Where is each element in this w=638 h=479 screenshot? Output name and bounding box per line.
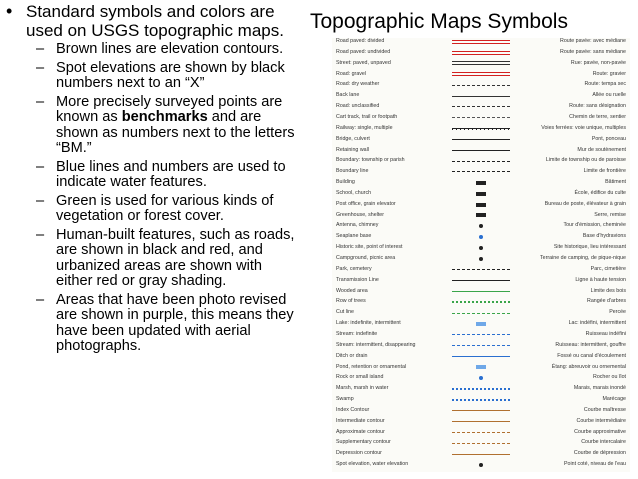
- legend-label-en: Railway: single, multiple: [336, 124, 393, 131]
- legend-label-en: Stream: intermittent, disappearing: [336, 341, 416, 348]
- legend-label-fr: Fossé ou canal d'écoulement: [557, 352, 626, 359]
- legend-label-en: Boundary: township or parish: [336, 157, 405, 164]
- sub-bullet-item: [36, 42, 302, 58]
- legend-label-fr: Route pavée: sans médiane: [560, 48, 626, 55]
- legend-label-fr: Parc, cimetière: [590, 265, 626, 272]
- sub-bullet-text: [56, 228, 302, 290]
- sub-bullet-list: [36, 42, 302, 355]
- sub-bullet-item: [36, 95, 302, 157]
- legend-row: [332, 450, 630, 458]
- legend-row: [332, 298, 630, 306]
- legend-label-fr: Rangée d'arbres: [587, 298, 626, 305]
- sub-bullet-item: [36, 194, 302, 225]
- legend-label-en: Pond, retention or ornamental: [336, 363, 407, 370]
- legend-label-fr: Route pavée: avec médiane: [560, 38, 626, 44]
- legend-symbol-icon: [450, 419, 512, 425]
- legend-label-fr: Limite de frontière: [583, 168, 626, 175]
- legend-label-en: Boundary line: [336, 168, 369, 175]
- legend-label-fr: Bâtiment: [605, 179, 626, 186]
- legend-label-fr: Allée ou ruelle: [592, 92, 626, 99]
- sub-bullet-text-part: and are shown as numbers next to the letters “BM.”: [56, 109, 295, 156]
- legend-symbol-icon: [450, 408, 512, 414]
- legend-symbol-icon: [450, 278, 512, 284]
- legend-label-en: Cut line: [336, 309, 354, 316]
- legend-label-en: Row of trees: [336, 298, 366, 305]
- legend-symbol-icon: [450, 310, 512, 316]
- legend-row: [332, 60, 630, 68]
- sub-bullet-text: [56, 194, 302, 225]
- dash-marker: –: [36, 59, 45, 76]
- legend-label-fr: Voies ferrées: voie unique, multiples: [541, 124, 626, 131]
- legend-label-en: Campground, picnic area: [336, 255, 396, 261]
- legend-row: [332, 288, 630, 296]
- legend-label-en: Seaplane base: [336, 233, 372, 240]
- legend-symbol-icon: [450, 148, 512, 154]
- legend-symbol-icon: [450, 180, 512, 186]
- legend-symbol-icon: [450, 202, 512, 208]
- legend-label-fr: Courbe intermédiaire: [576, 417, 626, 424]
- legend-label-en: Road paved: undivided: [336, 48, 391, 55]
- left-text-panel: [6, 2, 302, 358]
- dash-marker: –: [36, 93, 45, 110]
- legend-label-fr: Courbe de dépression: [573, 450, 626, 457]
- legend-row: [332, 418, 630, 426]
- legend-label-en: Road: dry weather: [336, 81, 380, 88]
- dash-marker: –: [36, 192, 45, 209]
- legend-row: [332, 201, 630, 209]
- legend-symbol-icon: [450, 321, 512, 327]
- legend-label-en: Road paved: divided: [336, 38, 385, 44]
- sub-bullet-item: [36, 160, 302, 191]
- legend-label-en: Intermediate contour: [336, 417, 385, 424]
- legend-label-en: Bridge, culvert: [336, 135, 370, 142]
- legend-label-fr: Tour d'émission, cheminée: [563, 222, 626, 229]
- legend-label-fr: Courbe approximative: [574, 428, 626, 435]
- legend-label-fr: Route: gravier: [592, 70, 626, 77]
- dash-marker: –: [36, 291, 45, 308]
- bullet-dot: •: [6, 1, 13, 21]
- legend-label-en: Stream: indefinite: [336, 330, 378, 337]
- legend-label-fr: Marécage: [602, 396, 626, 403]
- legend-row: [332, 374, 630, 382]
- legend-label-fr: Lac: indéfini, intermittent: [568, 320, 626, 327]
- legend-symbol-icon: [450, 332, 512, 338]
- legend-row: [332, 396, 630, 404]
- legend-label-fr: Bureau de poste, élévateur à grain: [544, 200, 626, 207]
- legend-label-en: Antenna, chimney: [336, 222, 379, 229]
- legend-symbol-icon: [450, 397, 512, 403]
- sub-bullet-text-part: Spot elevations are shown by black numbers next to an “X”: [56, 59, 285, 91]
- legend-label-fr: Point coté, niveau de l'eau: [564, 461, 626, 468]
- legend-label-fr: Limite de township ou de paroisse: [545, 157, 626, 164]
- legend-label-en: Post office, grain elevator: [336, 200, 396, 207]
- legend-label-fr: Ruisseau indéfini: [585, 330, 626, 337]
- legend-row: [332, 407, 630, 415]
- legend-symbol-icon: [450, 126, 512, 132]
- legend-row: [332, 136, 630, 144]
- legend-label-en: Building: [336, 179, 355, 186]
- legend-label-fr: Ruisseau: intermittent, gouffre: [555, 341, 626, 348]
- legend-symbol-icon: [450, 289, 512, 295]
- legend-symbol-icon: [450, 82, 512, 88]
- legend-symbol-icon: [450, 115, 512, 121]
- legend-label-en: Wooded area: [336, 287, 368, 294]
- sub-bullet-text-part: Areas that have been photo revised are shown in purple, this means they have been updated with aerial photographs.: [56, 291, 294, 354]
- dash-marker: –: [36, 158, 45, 175]
- sub-bullet-text: [56, 61, 302, 92]
- legend-label-en: Index Contour: [336, 406, 370, 413]
- legend-label-en: School, church: [336, 189, 372, 196]
- legend-label-fr: Percée: [609, 309, 626, 316]
- legend-label-en: Marsh, marsh in water: [336, 385, 389, 392]
- legend-label-en: Transmission Line: [336, 276, 379, 283]
- legend-symbol-icon: [450, 440, 512, 446]
- legend-row: [332, 342, 630, 350]
- legend-label-fr: Rocher ou îlot: [593, 374, 626, 381]
- legend-symbol-icon: [450, 93, 512, 99]
- sub-bullet-text-part: Brown lines are elevation contours.: [56, 41, 284, 57]
- legend-symbol-icon: [450, 169, 512, 175]
- legend-row: [332, 353, 630, 361]
- sub-bullet-text: [56, 42, 283, 58]
- legend-label-en: Swamp: [336, 396, 354, 403]
- legend-label-en: Retaining wall: [336, 146, 369, 153]
- legend-symbol-icon: [450, 234, 512, 240]
- legend-label-en: Cart track, trail or footpath: [336, 113, 398, 120]
- legend-label-en: Park, cemetery: [336, 265, 372, 272]
- legend-row: [332, 309, 630, 317]
- legend-symbol-icon: [450, 451, 512, 457]
- legend-symbol-icon: [450, 462, 512, 468]
- legend-label-fr: Rue: pavée, non-pavée: [570, 59, 626, 66]
- sub-bullet-text: [56, 95, 302, 157]
- sub-bullet-item: [36, 228, 302, 290]
- legend-label-en: Lake: indefinite, intermittent: [336, 320, 401, 327]
- legend-label-fr: Base d'hydravions: [582, 233, 626, 240]
- dash-marker: –: [36, 226, 45, 243]
- legend-label-fr: Marais, marais inondé: [573, 385, 626, 392]
- legend-label-en: Supplementary contour: [336, 439, 391, 446]
- legend-symbol-icon: [450, 299, 512, 305]
- sub-bullet-text-part: More precisely surveyed points are known as: [56, 93, 283, 125]
- legend-symbol-icon: [450, 137, 512, 143]
- legend-label-en: Greenhouse, shelter: [336, 211, 384, 218]
- legend-row: [332, 277, 630, 285]
- sub-bullet-text: [56, 160, 302, 191]
- legend-row: [332, 364, 630, 372]
- legend-symbol-icon: [450, 354, 512, 360]
- legend-label-en: Approximate contour: [336, 428, 385, 435]
- legend-row: [332, 461, 630, 469]
- legend-label-en: Depression contour: [336, 450, 382, 457]
- legend-row: [332, 222, 630, 230]
- legend-row: [332, 212, 630, 220]
- legend-row: [332, 190, 630, 198]
- legend-label-fr: Courbe intercalaire: [581, 439, 626, 446]
- legend-symbol-icon: [450, 223, 512, 229]
- legend-label-fr: Ligne à haute tension: [575, 276, 626, 283]
- legend-row: [332, 266, 630, 274]
- page-title: Topographic Maps Symbols: [310, 10, 568, 33]
- legend-row: [332, 429, 630, 437]
- legend-label-fr: Route: sans désignation: [569, 103, 626, 110]
- legend-label-fr: Route: tempa sec: [584, 81, 626, 88]
- legend-symbol-icon: [450, 256, 512, 262]
- sub-bullet-text-part: Green is used for various kinds of vegetation or forest cover.: [56, 192, 274, 224]
- legend-label-en: Rock or small island: [336, 374, 384, 381]
- legend-label-fr: Chemin de terre, sentier: [569, 113, 626, 120]
- legend-label-fr: Étang: abreuvoir ou ornemental: [551, 363, 626, 370]
- legend-label-en: Historic site, point of interest: [336, 244, 403, 251]
- sub-bullet-item: [36, 293, 302, 355]
- legend-row: [332, 157, 630, 165]
- legend-row: [332, 244, 630, 252]
- legend-symbol-icon: [450, 213, 512, 219]
- legend-label-en: Road: gravel: [336, 70, 367, 77]
- legend-label-fr: Mur de soutènement: [577, 146, 626, 153]
- legend-symbol-icon: [450, 61, 512, 67]
- legend-symbol-icon: [450, 50, 512, 56]
- main-bullet-text: Standard symbols and colors are used on USGS topographic maps.: [26, 2, 284, 40]
- bold-term: benchmarks: [121, 109, 208, 125]
- legend-row: [332, 147, 630, 155]
- legend-row: [332, 103, 630, 111]
- legend-label-fr: Pont, ponceau: [591, 135, 626, 142]
- legend-symbol-icon: [450, 375, 512, 381]
- legend-label-en: Ditch or drain: [336, 352, 368, 359]
- legend-row: [332, 179, 630, 187]
- legend-symbol-icon: [450, 158, 512, 164]
- legend-row: [332, 168, 630, 176]
- legend-symbol-icon: [450, 365, 512, 371]
- legend-row: [332, 81, 630, 89]
- legend-row: [332, 233, 630, 241]
- legend-row: [332, 320, 630, 328]
- legend-label-en: Back lane: [336, 92, 360, 99]
- legend-row: [332, 255, 630, 263]
- legend-symbol-icon: [450, 430, 512, 436]
- legend-row: [332, 114, 630, 122]
- legend-symbol-icon: [450, 39, 512, 45]
- legend-symbol-icon: [450, 343, 512, 349]
- legend-symbol-icon: [450, 245, 512, 251]
- legend-symbol-icon: [450, 386, 512, 392]
- legend-label-en: Road: unclassified: [336, 103, 380, 110]
- legend-row: [332, 385, 630, 393]
- dash-marker: –: [36, 41, 45, 57]
- legend-row: [332, 38, 630, 46]
- legend-label-fr: Limite des bois: [590, 287, 626, 294]
- legend-label-fr: Courbe maîtresse: [583, 406, 626, 413]
- legend-symbol-icon: [450, 267, 512, 273]
- symbol-legend-chart: [332, 38, 630, 472]
- legend-label-fr: École, édifice du culte: [574, 189, 626, 196]
- sub-bullet-item: [36, 61, 302, 92]
- legend-label-fr: Terraine de camping, de pique-nique: [540, 255, 626, 261]
- legend-symbol-icon: [450, 104, 512, 110]
- legend-row: [332, 331, 630, 339]
- sub-bullet-text-part: Human-built features, such as roads, are shown in black and red, and urbanized areas are shown with either red or gray shading.: [56, 226, 295, 289]
- legend-symbol-icon: [450, 191, 512, 197]
- legend-row: [332, 49, 630, 57]
- legend-label-en: Spot elevation, water elevation: [336, 461, 409, 468]
- legend-row: [332, 439, 630, 447]
- legend-label-fr: Site historique, lieu intéressant: [553, 244, 626, 251]
- legend-row: [332, 92, 630, 100]
- legend-label-en: Street: paved, unpaved: [336, 59, 391, 66]
- sub-bullet-text-part: Blue lines and numbers are used to indicate water features.: [56, 158, 286, 190]
- main-bullet: [6, 2, 302, 40]
- legend-symbol-icon: [450, 72, 512, 78]
- sub-bullet-text: [56, 293, 302, 355]
- legend-row: [332, 71, 630, 79]
- legend-row: [332, 125, 630, 133]
- legend-label-fr: Serre, remise: [594, 211, 626, 218]
